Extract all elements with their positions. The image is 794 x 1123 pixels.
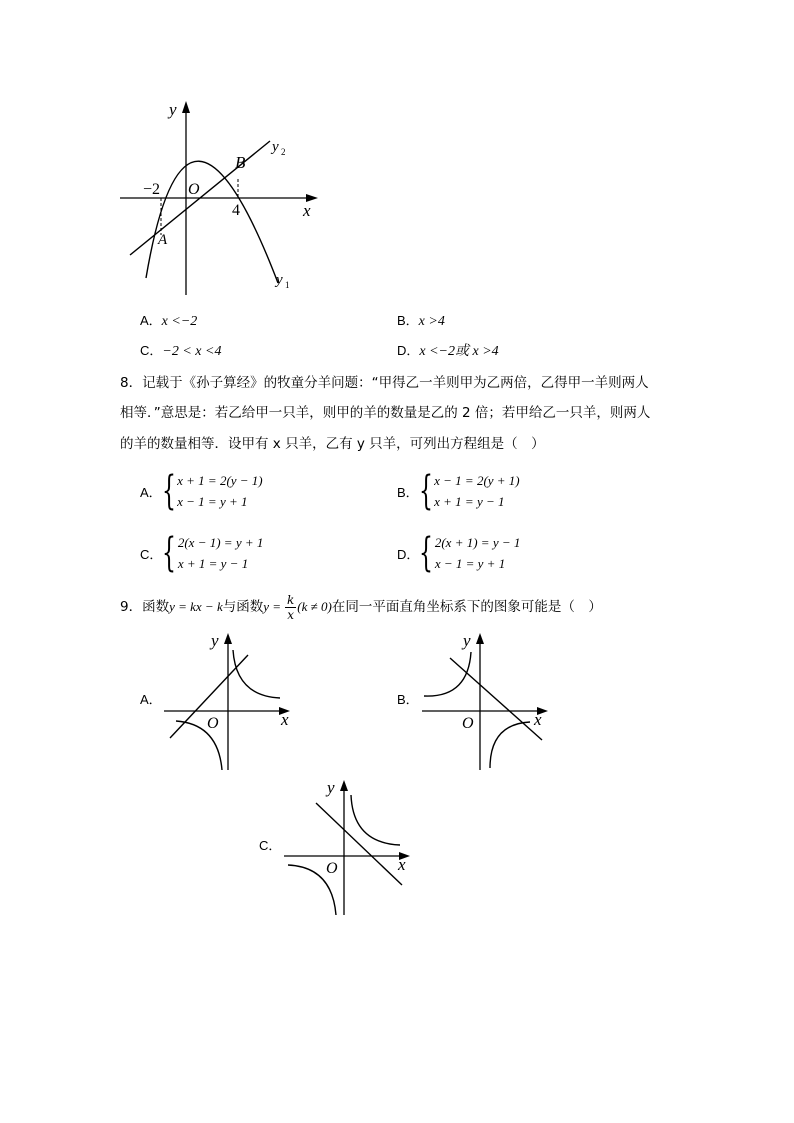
q8-line-3: 的羊的数量相等．设甲有 x 只羊，乙有 y 只羊，可列出方程组是（ ）: [120, 436, 545, 452]
q7-option-d: [397, 341, 499, 362]
q9-mid: 与函数: [222, 599, 264, 615]
q8-option-b: [397, 470, 520, 512]
fraction-denominator: x: [287, 607, 295, 622]
q7-label-y2: y: [272, 139, 279, 155]
equation-2: x − 1 = y + 1: [434, 556, 506, 571]
q7-label-minus2: −2: [143, 181, 161, 198]
label-O: O: [326, 860, 338, 877]
q9-function-2-lhs: y =: [263, 599, 282, 614]
option-text: x <−2: [161, 314, 198, 329]
q7-option-c: [140, 341, 221, 362]
brace-glyph: {: [162, 530, 177, 576]
option-letter: B．: [397, 692, 419, 707]
q8-option-d: [397, 532, 520, 574]
q7-y-arrow: [182, 101, 190, 113]
q8-option-c: [140, 532, 263, 574]
y-arrow: [340, 780, 348, 791]
option-letter: A．: [140, 484, 162, 500]
brace-glyph: {: [161, 468, 176, 514]
q7-option-b: [397, 311, 445, 332]
y-arrow: [224, 633, 232, 644]
q7-label-y: y: [169, 100, 177, 119]
q7-label-y1-sub: 1: [285, 280, 290, 290]
q8-option-a: [140, 470, 263, 512]
option-letter: A．: [140, 692, 162, 707]
q9-option-a-letter: [140, 690, 162, 710]
equation-1: 2(x − 1) = y + 1: [177, 535, 264, 550]
brace-glyph: {: [419, 530, 434, 576]
q7-label-four: 4: [232, 202, 240, 219]
q9-function-1: y = kx − k: [169, 599, 223, 614]
hyperbola-branch-2: [490, 722, 530, 768]
option-letter: B．: [397, 313, 419, 328]
option-letter: D．: [397, 546, 420, 562]
q9-stem: [120, 590, 602, 624]
hyperbola-branch-1: [424, 652, 471, 696]
q9-suffix: 在同一平面直角坐标系下的图象可能是（ ）: [331, 599, 602, 615]
q7-label-y2-sub: 2: [281, 147, 286, 157]
label-y: y: [211, 631, 219, 650]
option-text: x <−2或 x >4: [419, 344, 499, 359]
q7-option-a: [140, 311, 197, 332]
q9-condition: (k ≠ 0): [297, 599, 332, 614]
q7-label-x: x: [303, 201, 311, 220]
q9-option-c-letter: [259, 836, 281, 856]
equation-2: x − 1 = y + 1: [177, 494, 248, 509]
label-x: x: [398, 855, 406, 874]
hyperbola-branch-1: [233, 650, 280, 698]
option-letter: A．: [140, 313, 162, 328]
label-y: y: [463, 631, 471, 650]
q7-label-O: O: [188, 181, 200, 198]
q9-graph-a: [160, 628, 300, 773]
option-text: −2 < x <4: [162, 344, 222, 359]
q9-prefix: 9．函数: [120, 599, 170, 615]
equation-1: 2(x + 1) = y − 1: [434, 535, 521, 550]
option-letter: D．: [397, 343, 420, 358]
option-letter: C．: [259, 838, 282, 853]
q7-label-B: B: [235, 153, 246, 172]
q9-graph-c: [280, 775, 420, 920]
hyperbola-branch-1: [351, 795, 400, 845]
equation-1: x + 1 = 2(y − 1): [177, 473, 263, 488]
equation-2: x + 1 = y − 1: [434, 494, 505, 509]
q9-graph-b: [418, 628, 558, 773]
q7-label-y1: y: [276, 272, 283, 288]
option-letter: C．: [140, 546, 163, 562]
q7-label-A: A: [158, 232, 168, 248]
equation-1: x − 1 = 2(y + 1): [434, 473, 520, 488]
option-letter: C．: [140, 343, 163, 358]
label-O: O: [462, 715, 474, 732]
option-text: x >4: [418, 314, 445, 329]
fraction-numerator: k: [287, 592, 295, 607]
q9-fraction: [285, 593, 296, 622]
brace-glyph: {: [418, 468, 433, 514]
option-letter: B．: [397, 484, 419, 500]
y-arrow: [476, 633, 484, 644]
q8-line-1: 8．记载于《孙子算经》的牧童分羊问题：“甲得乙一羊则甲为乙两倍，乙得甲一羊则两人: [120, 375, 649, 391]
q7-parabola-y1: [146, 161, 278, 283]
q9-option-b-letter: [397, 690, 419, 710]
q8-line-2: 相等．”意思是：若乙给甲一只羊，则甲的羊的数量是乙的 2 倍；若甲给乙一只羊，则两人: [120, 405, 651, 421]
label-x: x: [534, 710, 542, 729]
equation-2: x + 1 = y − 1: [177, 556, 249, 571]
label-x: x: [281, 710, 289, 729]
q7-graph: [110, 95, 340, 305]
label-y: y: [327, 778, 335, 797]
label-O: O: [207, 715, 219, 732]
